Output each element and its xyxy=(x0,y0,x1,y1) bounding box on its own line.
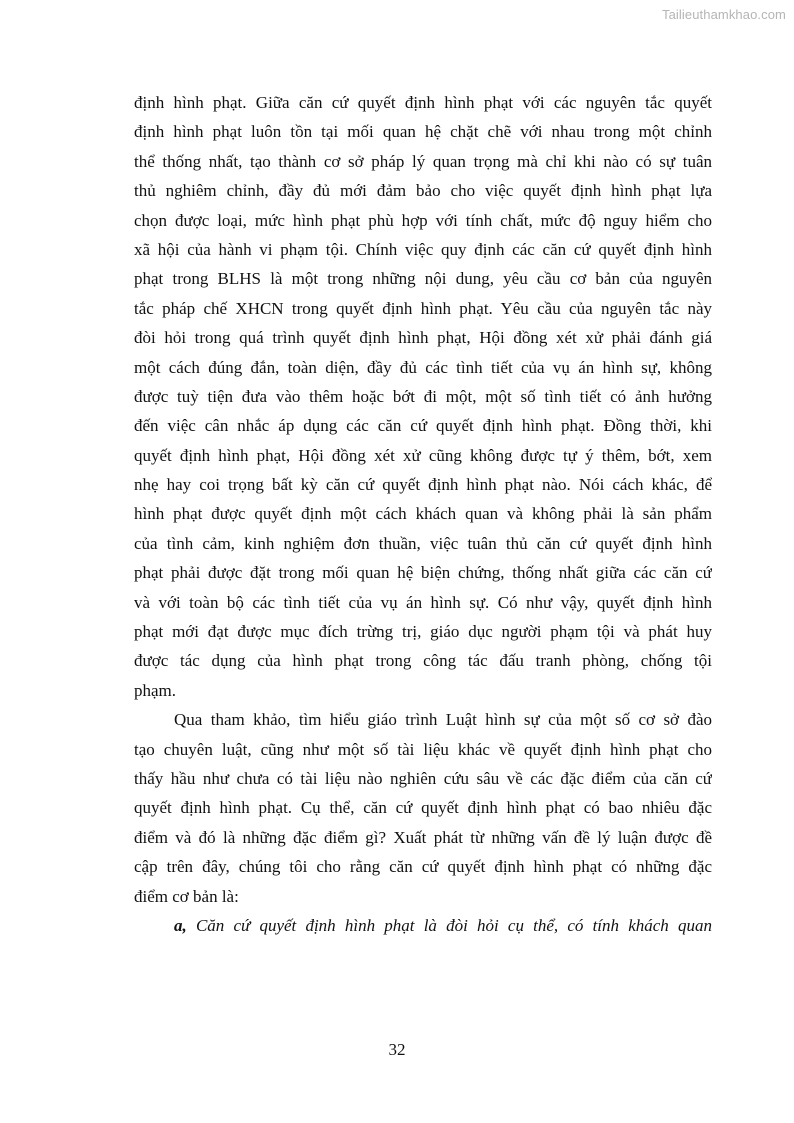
paragraph-2 xyxy=(134,705,712,911)
text-line: của tình cảm, kinh nghiệm đơn thuần, việc tuân thủ căn cứ quyết định hình xyxy=(134,533,712,553)
text-line: thấy hầu như chưa có tài liệu nào nghiên cứu sâu về các đặc điểm của căn cứ xyxy=(134,768,712,788)
text-line: và với toàn bộ các tình tiết của vụ án hình sự. Có như vậy, quyết định hình xyxy=(134,592,712,612)
text-line: quyết định hình phạt. Cụ thể, căn cứ quyết định hình phạt có bao nhiêu đặc xyxy=(134,798,712,818)
section-heading-text: Căn cứ quyết định hình phạt là đòi hỏi cụ thể, có tính khách quan xyxy=(195,915,712,935)
text-line: phạt phải được đặt trong mối quan hệ biện chứng, thống nhất giữa các căn cứ xyxy=(134,563,712,583)
text-line: nhẹ hay coi trọng bất kỳ căn cứ quyết định hình phạt nào. Nói cách khác, để xyxy=(134,475,712,495)
text-line: thủ nghiêm chỉnh, đầy đủ mới đảm bảo cho việc quyết định hình phạt lựa xyxy=(134,181,712,201)
text-line: phạt trong BLHS là một trong những nội dung, yêu cầu cơ bản của nguyên xyxy=(134,269,712,289)
paragraph-1 xyxy=(134,88,712,705)
text-line: định hình phạt luôn tồn tại mối quan hệ chặt chẽ với nhau trong một chỉnh xyxy=(134,122,712,142)
text-line: xã hội của hành vi phạm tội. Chính việc quy định các căn cứ quyết định hình xyxy=(134,239,712,259)
text-line: điểm và đó là những đặc điểm gì? Xuất phát từ những vấn đề lý luận được đề xyxy=(134,827,712,847)
text-line: điểm cơ bản là: xyxy=(134,886,239,906)
text-line: hình phạt được quyết định một cách khách quan và không phải là sản phẩm xyxy=(134,504,712,524)
page-body xyxy=(134,88,712,940)
text-line: phạm. xyxy=(134,680,177,700)
text-line: phạt mới đạt được mục đích trừng trị, giáo dục người phạm tội và phát huy xyxy=(134,622,712,642)
text-line: thể thống nhất, tạo thành cơ sở pháp lý quan trọng mà chỉ khi nào có sự tuân xyxy=(134,151,712,171)
text-line: Qua tham khảo, tìm hiểu giáo trình Luật hình sự của một số cơ sở đào xyxy=(174,710,712,730)
watermark-text: Tailieuthamkhao.com xyxy=(661,7,786,22)
text-line: tắc pháp chế XHCN trong quyết định hình phạt. Yêu cầu của nguyên tắc này xyxy=(134,298,712,318)
text-line: đòi hỏi trong quá trình quyết định hình phạt, Hội đồng xét xử phải đánh giá xyxy=(134,328,712,348)
section-heading-a xyxy=(134,911,712,940)
section-label: a, xyxy=(174,915,187,935)
text-line: một cách đúng đắn, toàn diện, đầy đủ các tình tiết của vụ án hình sự, không xyxy=(134,357,712,377)
text-line: chọn được loại, mức hình phạt phù hợp với tính chất, mức độ nguy hiểm cho xyxy=(134,210,712,230)
page-number: 32 xyxy=(388,1040,406,1059)
text-line: tạo chuyên luật, cũng như một số tài liệu khác về quyết định hình phạt cho xyxy=(134,739,712,759)
text-line: quyết định hình phạt, Hội đồng xét xử cũng không được tự ý thêm, bớt, xem xyxy=(134,445,712,465)
text-line: định hình phạt. Giữa căn cứ quyết định hình phạt với các nguyên tắc quyết xyxy=(134,93,712,112)
text-line: được tuỳ tiện đưa vào thêm hoặc bớt đi một, một số tình tiết có ảnh hưởng xyxy=(134,386,712,406)
text-line: được tác dụng của hình phạt trong công tác đấu tranh phòng, chống tội xyxy=(134,651,712,671)
text-line: cập trên đây, chúng tôi cho rằng căn cứ quyết định hình phạt có những đặc xyxy=(134,857,712,877)
text-line: đến việc cân nhắc áp dụng các căn cứ quyết định hình phạt. Đồng thời, khi xyxy=(134,416,712,436)
